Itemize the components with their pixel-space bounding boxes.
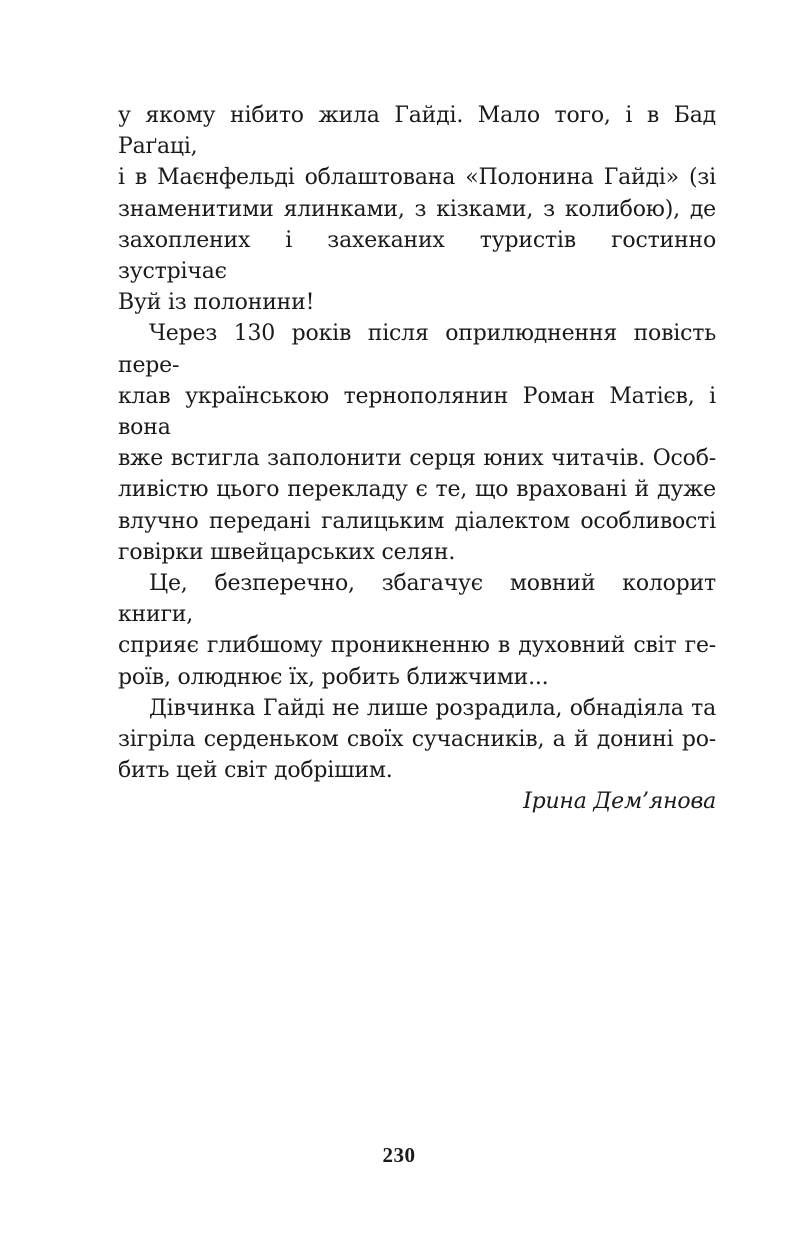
paragraph-2	[118, 318, 716, 568]
text-line: і в Маєнфельді облаштована «Полонина Гайді» (зі	[118, 165, 716, 191]
paragraph-3	[118, 568, 716, 693]
text-line: влучно передані галицьким діалектом особливості	[118, 508, 716, 534]
text-line: бить цей світ добрішим.	[118, 758, 393, 784]
paragraph-4	[118, 693, 716, 787]
text-line: говірки швейцарських селян.	[118, 539, 456, 565]
text-line: сприяє глибшому проникненню в духовний світ ге-	[118, 633, 716, 659]
text-line: Через 130 років після оприлюднення повість пере-	[118, 321, 716, 378]
text-line: знаменитими ялинками, з кізками, з колибою), де	[118, 196, 716, 222]
page-number: 230	[382, 1143, 416, 1167]
text-line: зігріла серденьком своїх сучасників, а й донині ро-	[118, 727, 716, 753]
text-line: ливістю цього перекладу є те, що враховані й дуже	[118, 477, 716, 503]
text-line: Це, безперечно, збагачує мовний колорит книги,	[118, 571, 716, 628]
text-line: у якому нібито жила Гайді. Мало того, і в Бад Раґаці,	[118, 103, 716, 160]
author-signature: Ірина Дем’янова	[523, 789, 716, 815]
article-body	[118, 100, 716, 818]
text-line: захоплених і захеканих туристів гостинно зустрічає	[118, 227, 716, 285]
paragraph-1	[118, 100, 716, 318]
text-line: Вуй із полонини!	[118, 290, 315, 316]
text-line: Дівчинка Гайді не лише розрадила, обнадіяла та	[149, 695, 716, 721]
text-line: роїв, олюднює їх, робить ближчими...	[118, 664, 549, 690]
text-line: клав українською тернополянин Роман Матієв, і вона	[118, 383, 716, 441]
text-line: вже встигла заполонити серця юних читачів. Особ-	[118, 446, 716, 472]
